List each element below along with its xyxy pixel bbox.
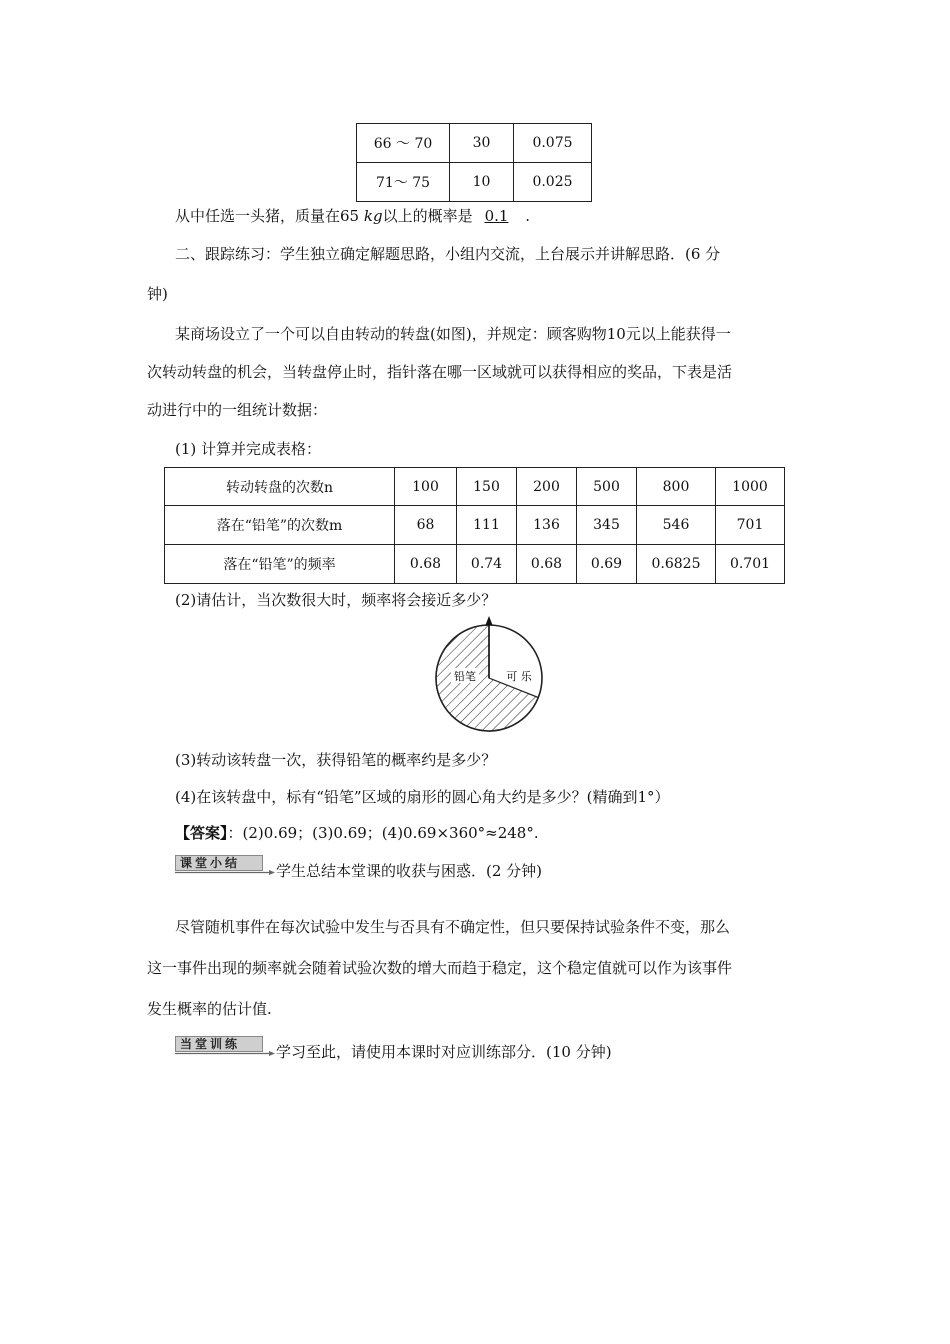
line-text: . (525, 207, 530, 225)
table-cell: 100 (395, 468, 457, 506)
table-cell: 546 (637, 506, 716, 545)
section-heading-cont: 钟) (147, 285, 168, 303)
answer-blank: 0.1 (484, 207, 509, 225)
table-cell: 111 (457, 506, 517, 545)
stats-table (164, 467, 785, 584)
table-cell: 0.69 (577, 545, 637, 584)
question-1: (1) 计算并完成表格： (175, 440, 322, 458)
table-cell: 0.701 (716, 545, 785, 584)
practice-text: 学习至此，请使用本课时对应训练部分．(10 分钟) (276, 1043, 612, 1061)
summary-text: 学生总结本堂课的收获与困惑．(2 分钟) (276, 862, 543, 880)
problem-text: 动进行中的一组统计数据： (147, 401, 328, 419)
summary-tag (175, 855, 275, 875)
table-cell: 转动转盘的次数n (165, 468, 395, 506)
unit-kg: kg (363, 207, 383, 225)
question-2: (2)请估计，当次数很大时，频率将会接近多少？ (175, 591, 497, 609)
label-pencil: 铅笔 (454, 670, 476, 683)
arrow-head-icon (486, 616, 493, 625)
table-cell: 150 (457, 468, 517, 506)
table-cell: 66 ～ 70 (357, 124, 450, 163)
weight-table (356, 123, 592, 202)
probability-line (175, 205, 530, 226)
table-cell: 500 (577, 468, 637, 506)
table-cell: 0.075 (514, 124, 592, 163)
tag-arrow-icon (175, 870, 275, 875)
practice-tag (175, 1036, 275, 1056)
answer-text: ：(2)0.69；(3)0.69；(4)0.69×360°≈248°. (227, 824, 539, 842)
table-cell: 136 (517, 506, 577, 545)
tag-arrow-icon (175, 1051, 275, 1056)
table-cell: 0.74 (457, 545, 517, 584)
table-cell: 0.6825 (637, 545, 716, 584)
table-cell: 0.68 (517, 545, 577, 584)
table-cell: 800 (637, 468, 716, 506)
table-cell: 30 (450, 124, 514, 163)
table-cell: 1000 (716, 468, 785, 506)
table-cell: 701 (716, 506, 785, 545)
label-cola: 可 乐 (506, 670, 532, 683)
section-heading: 二、跟踪练习：学生独立确定解题思路，小组内交流，上台展示并讲解思路．(6 分 (175, 245, 721, 263)
table-cell: 0.68 (395, 545, 457, 584)
table-cell: 71～ 75 (357, 163, 450, 202)
line-text: 以上的概率是 (382, 207, 473, 225)
spinner-figure (430, 614, 550, 736)
question-3: (3)转动该转盘一次，获得铅笔的概率约是多少？ (175, 751, 497, 769)
problem-text: 某商场设立了一个可以自由转动的转盘(如图)，并规定：顾客购物10元以上能获得一 (175, 325, 731, 343)
table-cell: 落在“铅笔”的次数m (165, 506, 395, 545)
practice-tag-label: 当堂训练 (175, 1036, 263, 1052)
conclusion-text: 发生概率的估计值. (147, 1000, 272, 1018)
table-cell: 0.025 (514, 163, 592, 202)
table-cell: 10 (450, 163, 514, 202)
line-text: 从中任选一头猪，质量在65 (175, 207, 364, 225)
table-cell: 68 (395, 506, 457, 545)
conclusion-text: 这一事件出现的频率就会随着试验次数的增大而趋于稳定，这个稳定值就可以作为该事件 (147, 959, 733, 977)
problem-text: 次转动转盘的机会，当转盘停止时，指针落在哪一区域就可以获得相应的奖品，下表是活 (147, 363, 733, 381)
summary-tag-label: 课堂小结 (175, 855, 263, 871)
conclusion-text: 尽管随机事件在每次试验中发生与否具有不确定性，但只要保持试验条件不变，那么 (175, 918, 731, 936)
question-4: (4)在该转盘中，标有“铅笔”区域的扇形的圆心角大约是多少？(精确到1°） (175, 788, 670, 806)
table-cell: 落在“铅笔”的频率 (165, 545, 395, 584)
answer-line (175, 822, 539, 843)
answer-label: 【答案】 (175, 824, 228, 842)
table-cell: 345 (577, 506, 637, 545)
table-cell: 200 (517, 468, 577, 506)
